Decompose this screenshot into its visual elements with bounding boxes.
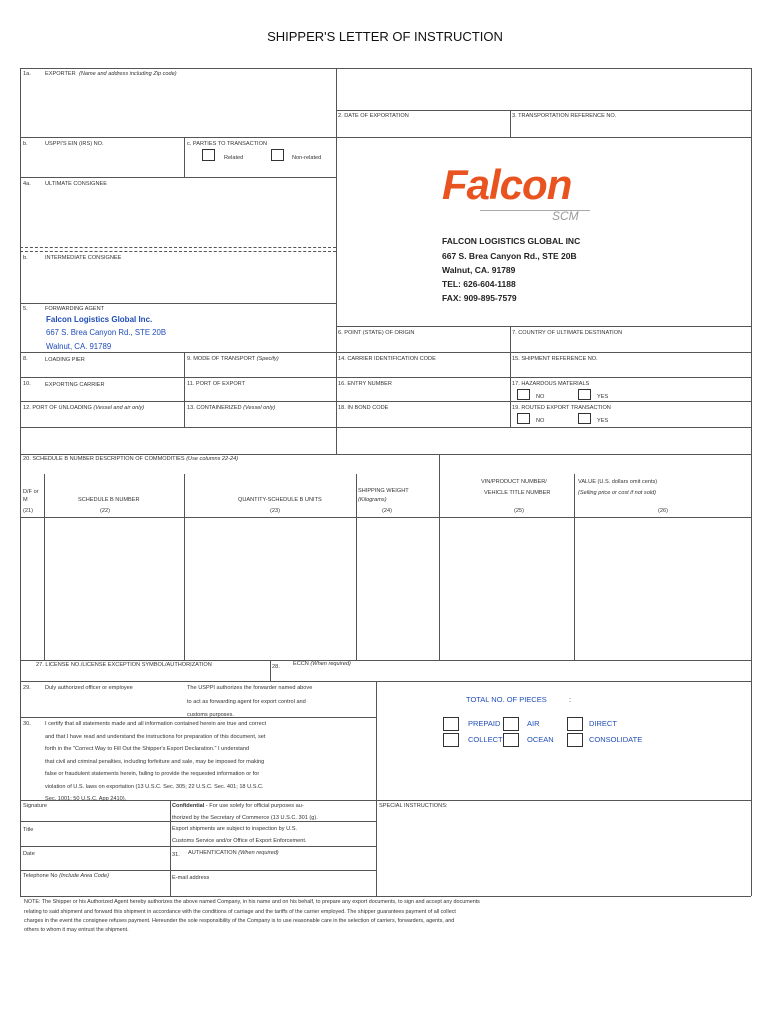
port-of-export-label: 11. PORT OF EXPORT xyxy=(187,381,246,387)
non-related-label: Non-related xyxy=(292,155,322,161)
col-weight-label-2: (Kilograms) xyxy=(358,497,387,503)
non-related-checkbox[interactable] xyxy=(271,149,284,161)
col-df-number: (21) xyxy=(23,508,33,514)
point-of-origin-label: 6. POINT (STATE) OF ORIGIN xyxy=(338,330,415,336)
email-label: E-mail address xyxy=(172,875,210,881)
signature-label: Signature xyxy=(23,803,47,809)
col-weight-number: (24) xyxy=(382,508,392,514)
transportation-reference-label: 3. TRANSPORTATION REFERENCE NO. xyxy=(512,113,617,119)
col-value-label-2: (Selling price or cost if not sold) xyxy=(578,490,657,496)
routed-no-label: NO xyxy=(536,418,545,424)
certify-line-1: I certify that all statements made and all information contained herein are true and correct xyxy=(45,721,267,727)
field-29-number: 29. xyxy=(23,685,31,691)
col-schedule-label: SCHEDULE B NUMBER xyxy=(78,497,140,503)
prepaid-label: PREPAID xyxy=(468,719,501,728)
certify-line-7: Sec. 1001; 50 U.S.C. App 2410). xyxy=(45,796,127,802)
entry-number-label: 16. ENTRY NUMBER xyxy=(338,381,392,387)
country-destination-label: 7. COUNTRY OF ULTIMATE DESTINATION xyxy=(512,330,623,336)
routed-no-checkbox[interactable] xyxy=(517,413,530,424)
agent-address: 667 S. Brea Canyon Rd., STE 20B xyxy=(46,328,167,337)
agent-city: Walnut, CA. 91789 xyxy=(46,342,112,351)
usppi-line-1: The USPPI authorizes the forwarder named above xyxy=(187,685,313,691)
field-28-number: 28. xyxy=(272,664,280,670)
field-8-number: 8. xyxy=(23,356,28,362)
hazardous-yes-label: YES xyxy=(597,394,609,400)
routed-export-label: 19. ROUTED EXPORT TRANSACTION xyxy=(512,405,611,411)
col-vin-number: (25) xyxy=(514,508,524,514)
certify-line-3: forth in the "Correct Way to Fill Out the Shipper's Export Declaration." I understand xyxy=(45,746,250,752)
ocean-checkbox[interactable] xyxy=(503,733,519,747)
usppi-line-3: customs purposes. xyxy=(187,712,234,718)
exporter-label: EXPORTER xyxy=(45,71,76,77)
email-field[interactable] xyxy=(172,883,374,894)
col-vin-label-2: VEHICLE TITLE NUMBER xyxy=(484,490,551,496)
ocean-label: OCEAN xyxy=(527,735,554,744)
total-pieces-colon: : xyxy=(569,695,572,704)
containerized-label: 13. CONTAINERIZED (Vessel only) xyxy=(187,405,276,411)
field-4a-number: 4a. xyxy=(23,181,31,187)
intermediate-consignee-label: INTERMEDIATE CONSIGNEE xyxy=(45,255,122,261)
special-instructions-label: SPECIAL INSTRUCTIONS: xyxy=(379,803,448,809)
loading-pier-label: LOADING PIER xyxy=(45,357,85,363)
in-bond-code-label: 18. IN BOND CODE xyxy=(338,405,389,411)
certify-line-4: that civil and criminal penalties, including forfeiture and sale, may be imposed for making xyxy=(45,759,265,765)
commodities-label: 20. SCHEDULE B NUMBER DESCRIPTION OF COMMODITIES (Use columns 22-24) xyxy=(23,456,239,462)
date-of-exportation-field[interactable] xyxy=(338,121,508,136)
hazardous-no-label: NO xyxy=(536,394,545,400)
total-pieces-field[interactable] xyxy=(576,692,746,706)
telephone-field[interactable] xyxy=(22,881,168,894)
field-10-number: 10. xyxy=(23,381,31,387)
authentication-label: AUTHENTICATION (When required) xyxy=(188,850,279,856)
falcon-logo: Falcon SCM xyxy=(440,164,610,230)
port-of-unloading-label: 12. PORT OF UNLOADING (Vessel and air only) xyxy=(23,405,145,411)
shipment-reference-label: 15. SHIPMENT REFERENCE NO. xyxy=(512,356,598,362)
col-quantity-label: QUANTITY-SCHEDULE B UNITS xyxy=(238,497,322,503)
special-instructions-field[interactable] xyxy=(378,812,749,894)
routed-yes-checkbox[interactable] xyxy=(578,413,591,424)
title-label: Title xyxy=(23,827,34,833)
air-checkbox[interactable] xyxy=(503,717,519,731)
exporter-field[interactable] xyxy=(22,80,334,135)
usppi-ein-label: USPPI'S EIN (IRS) NO. xyxy=(45,141,104,147)
company-fax: FAX: 909-895-7579 xyxy=(442,293,517,303)
exporter-hint: (Name and address including Zip code) xyxy=(79,71,177,77)
field-31-number: 31. xyxy=(172,852,180,858)
company-tel: TEL: 626-604-1188 xyxy=(442,279,516,289)
certify-line-2: and that I have read and understand the instructions for preparation of this document, set xyxy=(45,734,266,740)
ultimate-consignee-label: ULTIMATE CONSIGNEE xyxy=(45,181,107,187)
routed-yes-label: YES xyxy=(597,418,609,424)
collect-checkbox[interactable] xyxy=(443,733,459,747)
export-inspection-line-1: Export shipments are subject to inspection by U.S. xyxy=(172,826,297,832)
collect-label: COLLECT xyxy=(468,735,503,744)
confidential-line-1: Confidential - For use solely for official purposes au- xyxy=(172,803,304,809)
date-of-exportation-label: 2. DATE OF EXPORTATION xyxy=(338,113,409,119)
field-5-number: 5. xyxy=(23,306,28,312)
hazardous-no-checkbox[interactable] xyxy=(517,389,530,400)
export-inspection-line-2: Customs Service and/or Office of Export Enforcement. xyxy=(172,838,307,844)
agent-name: Falcon Logistics Global Inc. xyxy=(46,315,153,324)
consolidate-checkbox[interactable] xyxy=(567,733,583,747)
col-df-label-2: M xyxy=(23,497,28,503)
date-label: Date xyxy=(23,851,35,857)
note-line-1: NOTE: The Shipper or his Authorized Agent hereby authorizes the above named Company, in his name and on his behalf, to prepare any export documents, to sign and accept any documents xyxy=(24,899,480,905)
title-field[interactable] xyxy=(22,834,168,845)
usppi-line-2: to act as forwarding agent for export control and xyxy=(187,699,306,705)
date-field[interactable] xyxy=(22,858,168,869)
company-address: 667 S. Brea Canyon Rd., STE 20B xyxy=(442,251,577,261)
company-name: FALCON LOGISTICS GLOBAL INC xyxy=(442,236,581,246)
prepaid-checkbox[interactable] xyxy=(443,717,459,731)
air-label: AIR xyxy=(527,719,540,728)
related-label: Related xyxy=(224,155,244,161)
license-label: 27. LICENSE NO./LICENSE EXCEPTION SYMBOL/AUTHORIZATION xyxy=(36,662,212,668)
certify-line-6: violation of U.S. laws on exportation (13 U.S.C. Sec. 305; 22 U.S.C. Sec. 401; 18 U.S.C. xyxy=(45,784,264,790)
forwarding-agent-label: FORWARDING AGENT xyxy=(45,306,105,312)
signature-field[interactable] xyxy=(22,810,168,820)
eccn-label: ECCN (When required) xyxy=(293,661,351,667)
field-b-number: b. xyxy=(23,141,28,147)
duly-authorized-label: Duly authorized officer or employee xyxy=(45,685,133,691)
note-line-3: charges in the event the consignee refuses payment. Hereunder the sole responsibility of the Company is to use reasonable care in the selection of carriers, forwarders, agents, and xyxy=(24,918,455,924)
hazardous-materials-label: 17. HAZARDOUS MATERIALS xyxy=(512,381,590,387)
col-weight-label-1: SHIPPING WEIGHT xyxy=(358,488,409,494)
field-1a-number: 1a. xyxy=(23,71,31,77)
hazardous-yes-checkbox[interactable] xyxy=(578,389,591,400)
field-4b-number: b. xyxy=(23,255,28,261)
field-30-number: 30. xyxy=(23,721,31,727)
total-pieces-label: TOTAL NO. OF PIECES xyxy=(466,695,547,704)
related-checkbox[interactable] xyxy=(202,149,215,161)
col-quantity-number: (23) xyxy=(270,508,280,514)
direct-checkbox[interactable] xyxy=(567,717,583,731)
page-title: SHIPPER'S LETTER OF INSTRUCTION xyxy=(267,29,503,44)
col-value-label-1: VALUE (U.S. dollars omit cents) xyxy=(578,479,658,485)
mode-of-transport-label: 9. MODE OF TRANSPORT (Specify) xyxy=(187,356,279,362)
telephone-label: Telephone No (Include Area Code) xyxy=(23,873,109,879)
direct-label: DIRECT xyxy=(589,719,617,728)
col-vin-label-1: VIN/PRODUCT NUMBER/ xyxy=(481,479,547,485)
note-line-2: relating to said shipment and forward this shipment in accordance with the conditions of carriage and the tariffs of the carrier employed. The shipper guarantees payment of all collect xyxy=(24,909,456,915)
carrier-id-label: 14. CARRIER IDENTIFICATION CODE xyxy=(338,356,436,362)
parties-label: c. PARTIES TO TRANSACTION xyxy=(187,141,267,147)
exporting-carrier-label: EXPORTING CARRIER xyxy=(45,382,105,388)
col-df-label-1: D/F or xyxy=(23,489,39,495)
certify-line-5: false or fraudulent statements herein, failing to provide the requested information or for xyxy=(45,771,260,777)
confidential-line-2: thorized by the Secretary of Commerce (13 U.S.C. 301 (g). xyxy=(172,815,318,821)
col-value-number: (26) xyxy=(658,508,668,514)
transportation-reference-field[interactable] xyxy=(512,121,749,136)
col-schedule-number: (22) xyxy=(100,508,110,514)
note-line-4: others to whom it may entrust the shipment. xyxy=(24,927,129,933)
consolidate-label: CONSOLIDATE xyxy=(589,735,643,744)
commodities-entry-area[interactable] xyxy=(22,519,749,658)
company-city: Walnut, CA. 91789 xyxy=(442,265,516,275)
